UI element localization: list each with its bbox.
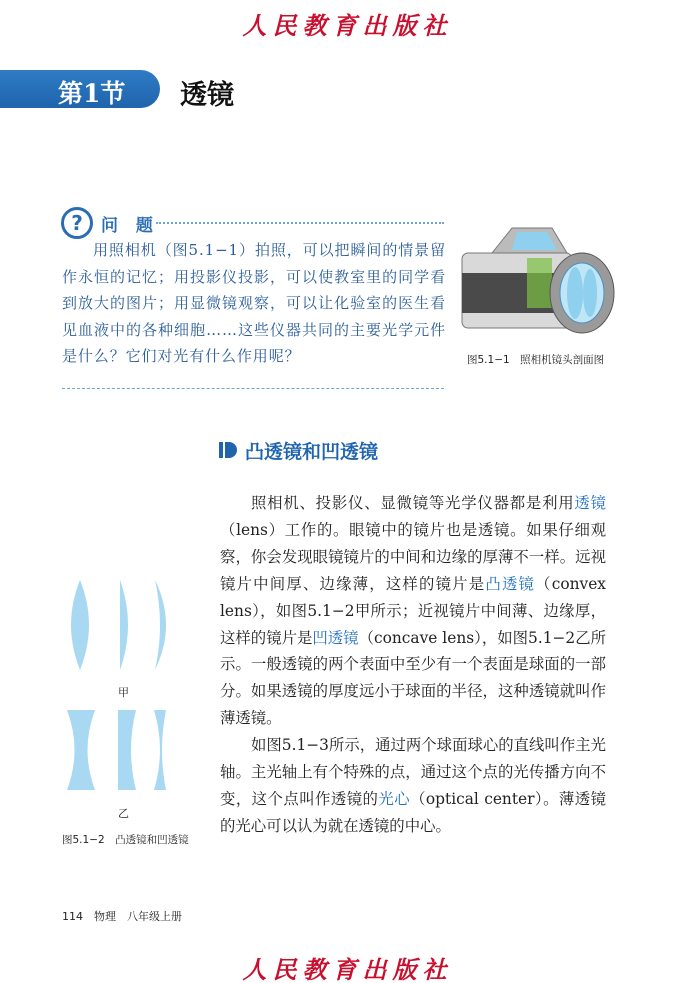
term-optical-center: 光心: [378, 789, 411, 808]
body-text: [220, 490, 606, 840]
question-icon: ?: [61, 207, 93, 239]
text: 如图5.1−3所示，通过两个球面球心的直线叫作主光轴。主光轴上有个特殊的点，通过这个点的光传播方向不变，这个点叫作透镜的: [220, 736, 606, 808]
convex-lenses: [71, 580, 166, 670]
camera-cutaway-image: [457, 218, 617, 343]
section-marker-icon: [219, 440, 237, 460]
question-text: 用照相机（图5.1−1）拍照，可以把瞬间的情景留作永恒的记忆；用投影仪投影，可以使教室里的同学看到放大的图片；用显微镜观察，可以让化验室的医生看见血液中的各种细胞……这些仪器共同的主要光学元件是什么？它们对光有什么作用呢？: [62, 241, 446, 365]
term-concave-lens: 凹透镜: [312, 628, 359, 647]
figure-caption: 图5.1−1 照相机镜头剖面图: [467, 354, 605, 366]
section-title: 透镜: [180, 80, 234, 111]
text: 照相机、投影仪、显微镜等光学仪器都是利用: [251, 494, 575, 512]
term-lens: 透镜: [574, 494, 606, 512]
text: （convex lens），如图5.1−2甲所示；近视镜片中间薄、边缘厚，这样的镜片是: [220, 574, 606, 647]
label-yi: 乙: [118, 807, 129, 820]
concave-lenses: [67, 710, 166, 790]
paragraph: [220, 490, 606, 732]
text: （optical center）。薄透镜的光心可以认为就在透镜的中心。: [220, 789, 606, 835]
paragraph: [220, 732, 606, 840]
section-number: 第1节: [58, 79, 126, 108]
figure-caption: 图5.1−2 凸透镜和凹透镜: [62, 834, 189, 846]
text: （lens）工作的。眼镜中的镜片也是透镜。如果仔细观察，你会发现眼镜镜片的中间和边缘的厚薄不一样。远视镜片中间厚、边缘薄，这样的镜片是: [220, 520, 606, 593]
divider: [156, 222, 444, 224]
publisher-logo-bottom: 人民教育出版社: [242, 955, 453, 983]
page-footer: [62, 908, 182, 924]
book-title: 物理 八年级上册: [94, 910, 182, 923]
publisher-logo-top: 人民教育出版社: [242, 11, 453, 40]
term-convex-lens: 凸透镜: [485, 574, 536, 593]
divider: [62, 388, 444, 389]
question-label: 问 题: [101, 216, 159, 236]
text: （concave lens），如图5.1−2乙所示。一般透镜的两个表面中至少有一个表面是球面的一部分。如果透镜的厚度远小于球面的半径，这种透镜就叫作薄透镜。: [220, 628, 606, 728]
page-number: 114: [62, 910, 83, 923]
subsection-title: 凸透镜和凹透镜: [245, 441, 379, 463]
label-jia: 甲: [118, 686, 129, 699]
